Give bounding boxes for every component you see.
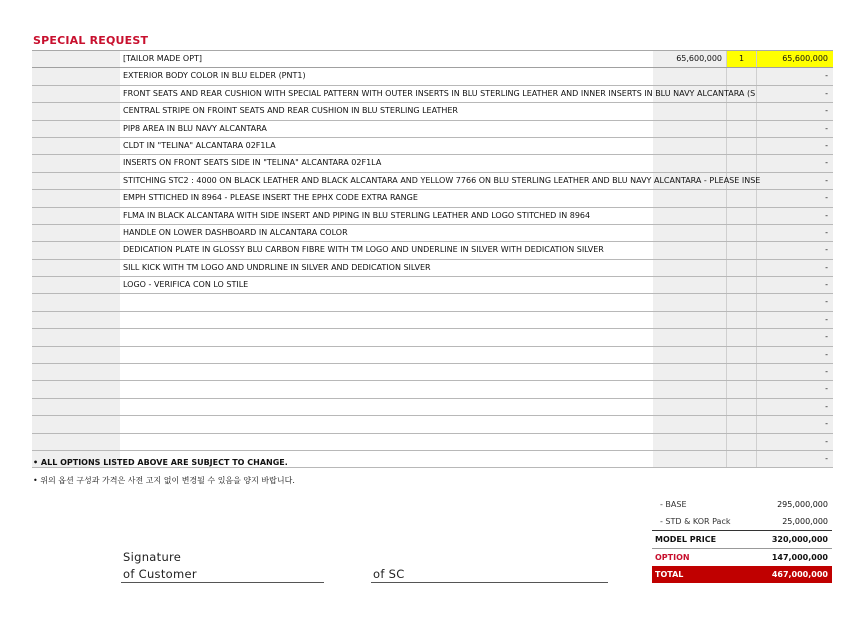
table-row <box>32 225 833 242</box>
row-index-cell <box>32 155 120 171</box>
table-row <box>32 260 833 277</box>
row-index-cell <box>32 225 120 241</box>
option-label: OPTION <box>655 553 690 562</box>
sc-signature-line <box>371 582 608 583</box>
row-index-cell <box>32 416 120 432</box>
description-cell: [TAILOR MADE OPT] <box>123 54 203 63</box>
base-label: - BASE <box>660 500 687 509</box>
total-cell: - <box>757 329 833 345</box>
total-cell: - <box>757 86 833 102</box>
table-row <box>32 312 833 329</box>
description-cell: EXTERIOR BODY COLOR IN BLU ELDER (PNT1) <box>123 71 306 81</box>
description-cell: CENTRAL STRIPE ON FROINT SEATS AND REAR CUSHION IN BLU STERLING LEATHER <box>123 106 458 116</box>
std-pack-value: 25,000,000 <box>782 517 828 526</box>
table-row <box>32 329 833 346</box>
customer-signature-line <box>121 582 324 583</box>
total-cell: - <box>757 190 833 206</box>
description-cell: STITCHING STC2 : 4000 ON BLACK LEATHER AND BLACK ALCANTARA AND YELLOW 7766 ON BLU STERLING LEATHER AND BLU NAVY ALCANTARA - PLEASE INSE <box>123 175 761 185</box>
description-cell <box>120 294 788 310</box>
total-cell: - <box>757 225 833 241</box>
options-table <box>32 50 833 468</box>
signature-label: Signature <box>123 550 182 564</box>
description-cell: PIP8 AREA IN BLU NAVY ALCANTARA <box>123 123 267 133</box>
description-cell <box>120 364 788 380</box>
description-cell <box>120 399 788 415</box>
table-row <box>32 277 833 294</box>
description-cell: DEDICATION PLATE IN GLOSSY BLU CARBON FIBRE WITH TM LOGO AND UNDERLINE IN SILVER WITH DEDICATION SILVER <box>123 245 604 255</box>
table-row <box>32 68 833 85</box>
table-row <box>32 399 833 416</box>
total-cell: - <box>757 242 833 258</box>
total-cell: - <box>757 277 833 293</box>
table-row <box>32 190 833 207</box>
description-cell: CLDT IN "TELINA" ALCANTARA 02F1LA <box>123 140 276 150</box>
row-index-cell <box>32 190 120 206</box>
total-cell: - <box>757 399 833 415</box>
qty-cell: 1 <box>726 51 757 67</box>
table-row <box>32 121 833 138</box>
total-cell: - <box>757 434 833 450</box>
total-cell: 65,600,000 <box>757 51 833 67</box>
description-cell: EMPH STTICHED IN 8964 - PLEASE INSERT THE EPHX CODE EXTRA RANGE <box>123 193 418 203</box>
price-cell: 65,600,000 <box>653 51 726 67</box>
summary-std-row <box>652 513 832 530</box>
table-row <box>32 138 833 155</box>
row-index-cell <box>32 138 120 154</box>
total-cell: - <box>757 173 833 189</box>
description-cell <box>120 434 788 450</box>
description-cell: FLMA IN BLACK ALCANTARA WITH SIDE INSERT AND PIPING IN BLU STERLING LEATHER AND LOGO STITCHED IN 8964 <box>123 210 591 220</box>
total-cell: - <box>757 364 833 380</box>
model-price-label: MODEL PRICE <box>655 535 717 544</box>
description-cell <box>120 381 788 397</box>
total-label: TOTAL <box>655 570 684 579</box>
description-cell <box>120 451 788 467</box>
description-cell <box>120 312 788 328</box>
row-index-cell <box>32 329 120 345</box>
description-cell: SILL KICK WITH TM LOGO AND UNDRLINE IN SILVER AND DEDICATION SILVER <box>123 262 431 272</box>
option-value: 147,000,000 <box>771 553 828 562</box>
row-index-cell <box>32 294 120 310</box>
total-cell: - <box>757 103 833 119</box>
summary-total-row <box>652 566 832 583</box>
table-row <box>32 347 833 364</box>
total-value: 467,000,000 <box>771 570 828 579</box>
row-index-cell <box>32 381 120 397</box>
row-index-cell <box>32 51 120 67</box>
row-index-cell <box>32 103 120 119</box>
description-cell: INSERTS ON FRONT SEATS SIDE IN "TELINA" ALCANTARA 02F1LA <box>123 158 382 168</box>
total-cell: - <box>757 68 833 84</box>
description-cell <box>120 347 788 363</box>
row-index-cell <box>32 121 120 137</box>
row-index-cell <box>32 68 120 84</box>
base-value: 295,000,000 <box>777 500 828 509</box>
table-row <box>32 434 833 451</box>
row-index-cell <box>32 364 120 380</box>
table-row <box>32 364 833 381</box>
total-cell: - <box>757 294 833 310</box>
table-row <box>32 86 833 103</box>
summary-option-row <box>652 548 832 566</box>
row-index-cell <box>32 399 120 415</box>
table-row <box>32 381 833 398</box>
total-cell: - <box>757 260 833 276</box>
row-index-cell <box>32 208 120 224</box>
total-cell: - <box>757 121 833 137</box>
table-row <box>32 451 833 468</box>
total-cell: - <box>757 347 833 363</box>
model-price-value: 320,000,000 <box>771 535 828 544</box>
table-row <box>32 103 833 120</box>
summary-model-row <box>652 530 832 548</box>
description-cell <box>120 416 788 432</box>
row-index-cell <box>32 173 120 189</box>
row-index-cell <box>32 312 120 328</box>
table-row-header-option <box>32 51 833 68</box>
price-summary <box>652 496 832 583</box>
summary-base-row <box>652 496 832 513</box>
total-cell: - <box>757 138 833 154</box>
total-cell: - <box>757 416 833 432</box>
row-index-cell <box>32 242 120 258</box>
table-row <box>32 155 833 172</box>
table-row <box>32 416 833 433</box>
table-row <box>32 173 833 190</box>
table-row <box>32 208 833 225</box>
total-cell: - <box>757 451 833 467</box>
row-index-cell <box>32 434 120 450</box>
total-cell: - <box>757 381 833 397</box>
description-cell: LOGO - VERIFICA CON LO STILE <box>123 280 249 290</box>
std-pack-label: - STD & KOR Pack <box>660 517 731 526</box>
total-cell: - <box>757 312 833 328</box>
description-cell <box>120 329 788 345</box>
row-index-cell <box>32 260 120 276</box>
note-english: • ALL OPTIONS LISTED ABOVE ARE SUBJECT TO CHANGE. <box>33 458 288 467</box>
customer-label: of Customer <box>123 567 197 581</box>
total-cell: - <box>757 155 833 171</box>
note-korean: • 위의 옵션 구성과 가격은 사전 고지 없이 변경될 수 있음을 양지 바랍니다. <box>33 476 295 485</box>
table-row <box>32 294 833 311</box>
total-cell: - <box>757 208 833 224</box>
row-index-cell <box>32 86 120 102</box>
row-index-cell <box>32 277 120 293</box>
description-cell: FRONT SEATS AND REAR CUSHION WITH SPECIAL PATTERN WITH OUTER INSERTS IN BLU STERLING LEATHER AND INNER INSERTS IN BLU NAVY ALCANTARA (S <box>123 88 756 98</box>
description-cell: HANDLE ON LOWER DASHBOARD IN ALCANTARA COLOR <box>123 227 348 237</box>
section-title: SPECIAL REQUEST <box>33 34 149 47</box>
row-index-cell <box>32 347 120 363</box>
table-row <box>32 242 833 259</box>
sc-label: of SC <box>373 567 405 581</box>
